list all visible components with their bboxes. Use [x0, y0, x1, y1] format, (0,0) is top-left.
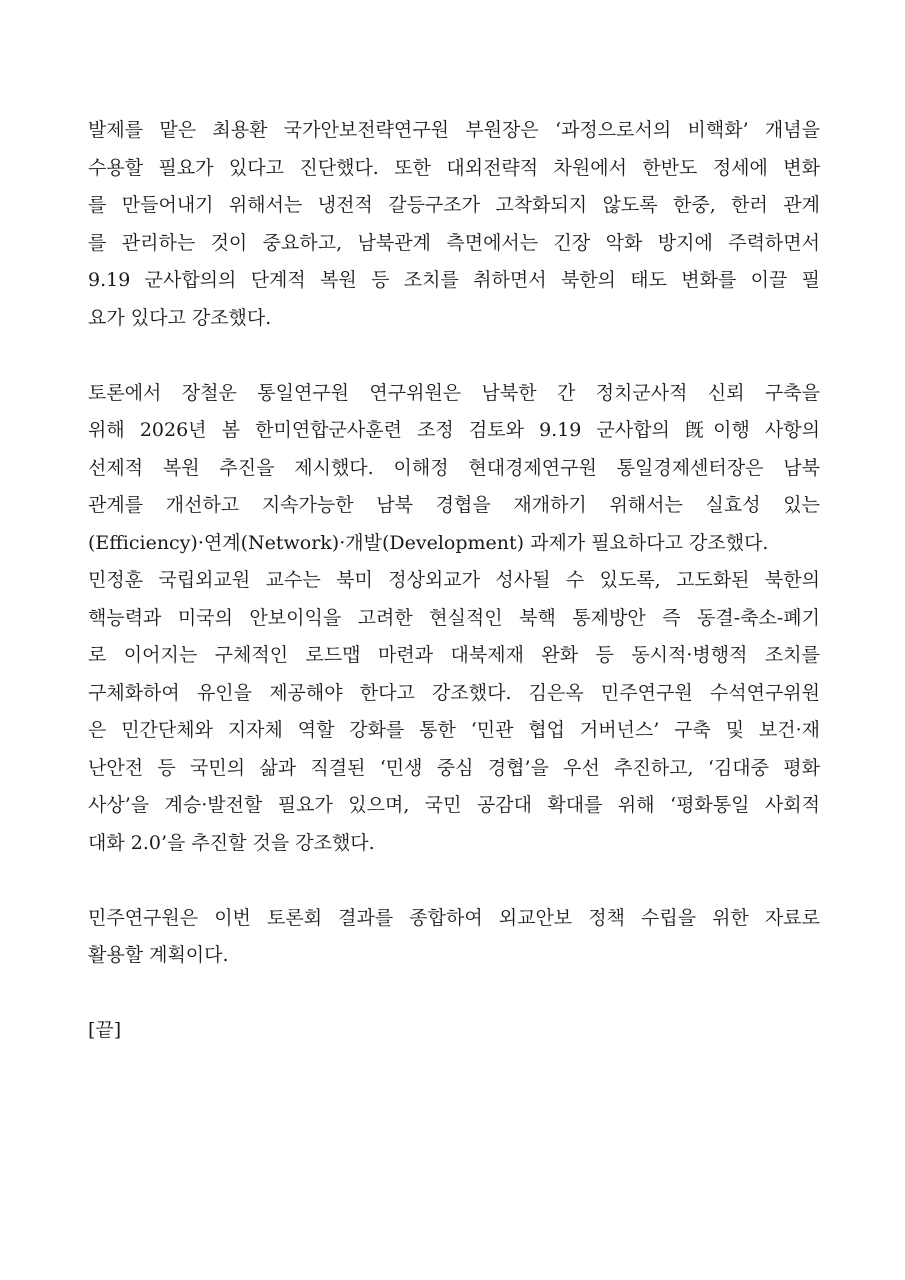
text-line: 활용할 계획이다.: [88, 944, 229, 966]
text-line: 대화 2.0’을 추진할 것을 강조했다.: [88, 831, 375, 854]
text-line: 관계를 개선하고 지속가능한 남북 경협을 재개하기 위해서는 실효성 있는: [88, 494, 820, 516]
paragraph-conclusion: [88, 900, 820, 975]
paragraph-gap: [88, 975, 820, 1013]
paragraph-gap: [88, 862, 820, 900]
text-line: 사상’을 계승·발전할 필요가 있으며, 국민 공감대 확대를 위해 ‘평화통일 사회적: [88, 794, 820, 816]
text-line: 로 이어지는 구체적인 로드맵 마련과 대북제재 완화 등 동시적·병행적 조치를: [88, 644, 820, 666]
text-line: 선제적 복원 추진을 제시했다. 이해정 현대경제연구원 통일경제센터장은 남북: [88, 456, 820, 479]
text-line: 구체화하여 유인을 제공해야 한다고 강조했다. 김은옥 민주연구원 수석연구위원: [88, 681, 821, 704]
paragraph-opening-presentation: [88, 112, 820, 337]
text-line: 수용할 필요가 있다고 진단했다. 또한 대외전략적 차원에서 한반도 정세에 변화: [88, 156, 820, 179]
text-line: 요가 있다고 강조했다.: [88, 306, 272, 329]
text-line: 를 관리하는 것이 중요하고, 남북관계 측면에서는 긴장 악화 방지에 주력하면서: [88, 231, 820, 254]
text-line: 9.19 군사합의의 단계적 복원 등 조치를 취하면서 북한의 태도 변화를 이끌 필: [88, 269, 820, 291]
text-line: 토론에서 장철운 통일연구원 연구위원은 남북한 간 정치군사적 신뢰 구축을: [88, 381, 820, 404]
text-line: 난안전 등 국민의 삶과 직결된 ‘민생 중심 경협’을 우선 추진하고, ‘김대중 평화: [88, 756, 820, 779]
text-line: 핵능력과 미국의 안보이익을 고려한 현실적인 북핵 통제방안 즉 동결-축소-폐기: [88, 606, 820, 629]
text-line: 위해 2026년 봄 한미연합군사훈련 조정 검토와 9.19 군사합의 旣이행 사항의: [88, 419, 820, 441]
paragraph-gap: [88, 337, 820, 375]
end-marker-text: [끝]: [88, 1019, 122, 1041]
text-line: 민정훈 국립외교원 교수는 북미 정상외교가 성사될 수 있도록, 고도화된 북한의: [88, 569, 820, 591]
text-line: 발제를 맡은 최용환 국가안보전략연구원 부원장은 ‘과정으로서의 비핵화’ 개념을: [88, 119, 820, 141]
paragraph-discussion-continued: [88, 562, 820, 862]
end-marker: [88, 1012, 820, 1050]
text-line: 은 민간단체와 지자체 역할 강화를 통한 ‘민관 협업 거버넌스’ 구축 및 보건·재: [88, 719, 820, 741]
document-body: [88, 112, 820, 1050]
text-line: 민주연구원은 이번 토론회 결과를 종합하여 외교안보 정책 수립을 위한 자료로: [88, 906, 820, 929]
text-line: 를 만들어내기 위해서는 냉전적 갈등구조가 고착화되지 않도록 한중, 한러 관계: [88, 194, 820, 216]
text-line: (Efficiency)·연계(Network)·개발(Development) 과제가 필요하다고 강조했다.: [88, 531, 769, 554]
paragraph-discussion: [88, 375, 820, 563]
